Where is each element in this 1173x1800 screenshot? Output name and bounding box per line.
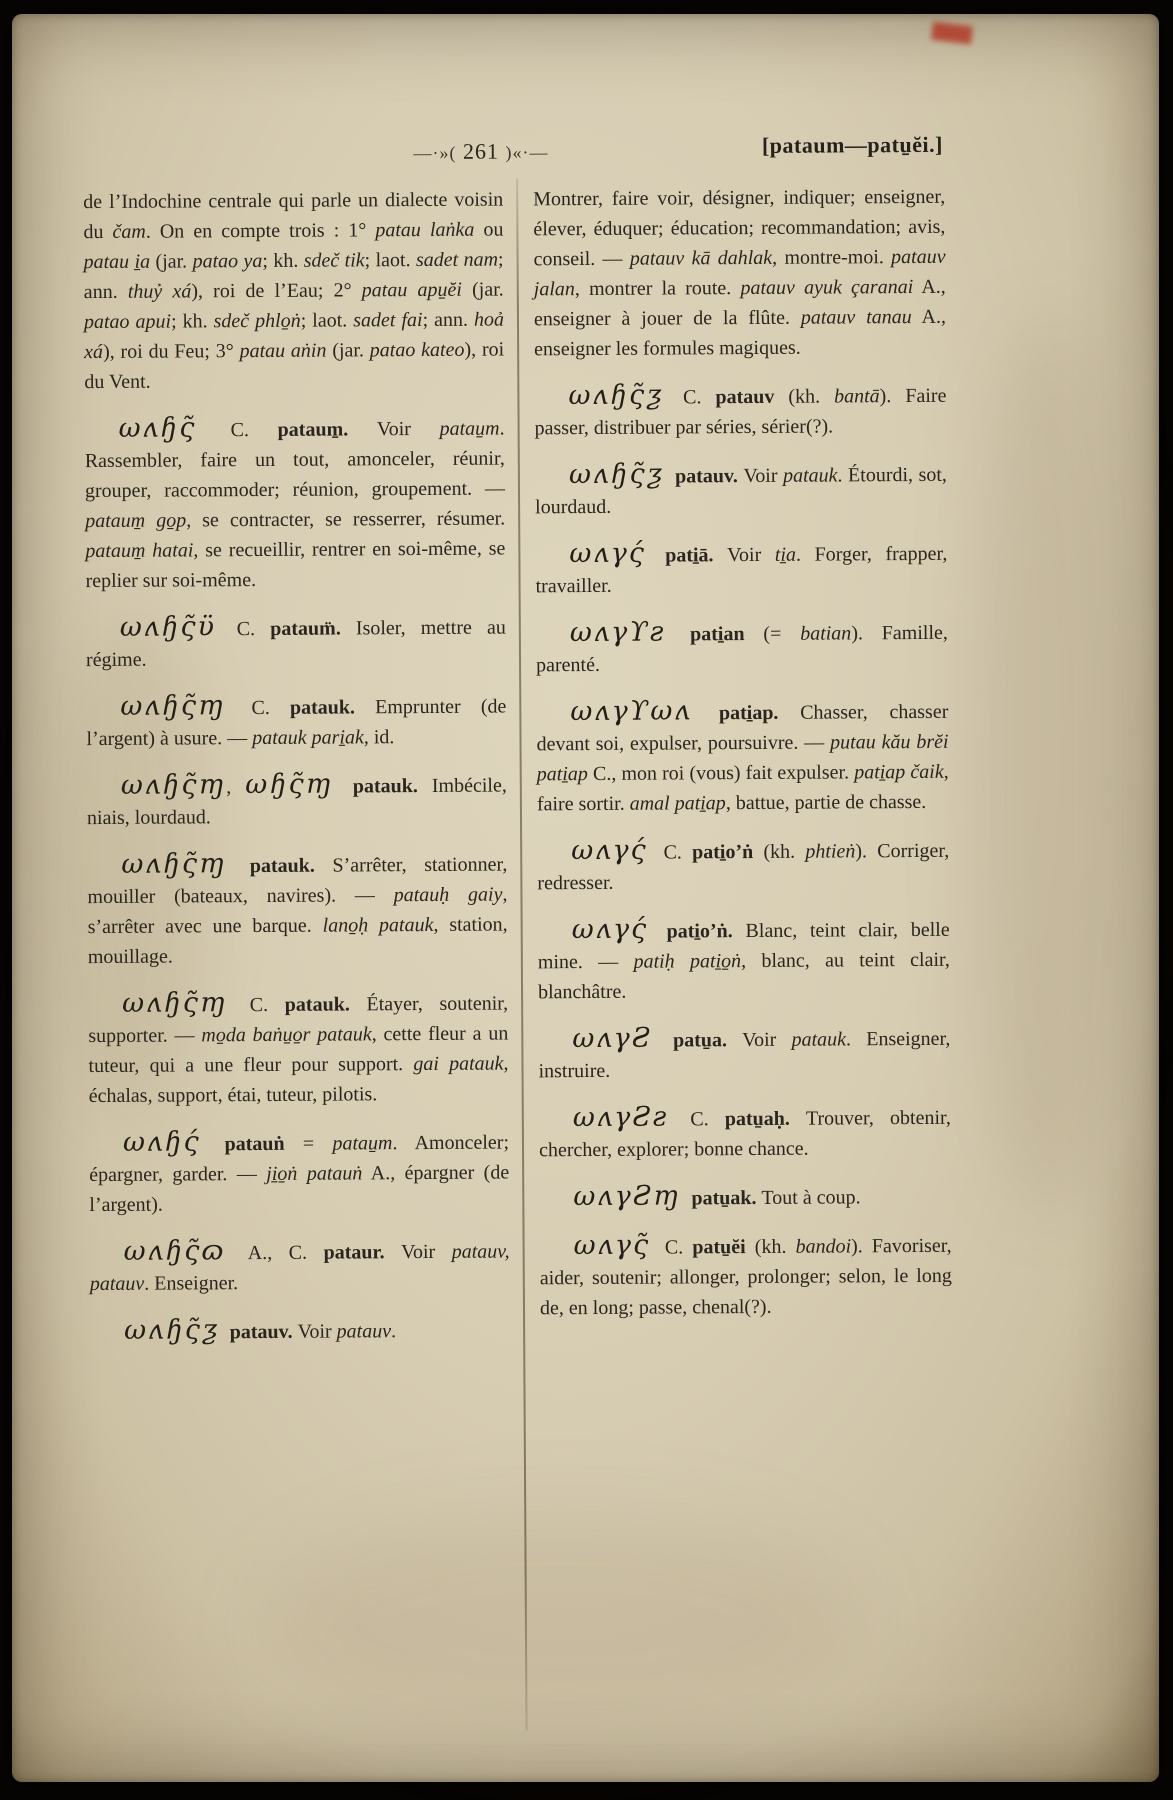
cham-script-glyphs: ωʌγς́ [569, 537, 666, 570]
italic-term: bandoi [795, 1235, 852, 1258]
cham-script-glyphs: ωʌɧς̃ɱ [121, 848, 250, 880]
definition-text: Tout à coup. [761, 1186, 861, 1209]
paragraph [83, 185, 504, 398]
italic-term: patau aṅin [239, 339, 327, 363]
definition-text: . Enseigner. [144, 1272, 239, 1295]
italic-term: patau̱m [439, 417, 500, 440]
definition-text: ; kh. [262, 249, 304, 272]
definition-text: C. [251, 696, 290, 720]
italic-term: sadet fai [353, 309, 423, 332]
italic-term: patao ya [192, 249, 263, 273]
italic-term: patau i̱a [83, 250, 151, 274]
cham-script-glyphs: ωʌγϒωʌ [570, 695, 720, 728]
paragraph [533, 182, 946, 365]
definition-text: . Étourdi, sot, lourdaud. [535, 463, 947, 519]
definition-text: Trouver, obtenir, chercher, explorer; bonne chance. [538, 1106, 951, 1162]
dictionary-entry [90, 1313, 510, 1348]
dictionary-entry [87, 848, 508, 973]
definition-text: ). Corriger, redresser. [537, 839, 950, 895]
definition-text: , montre-moi. [772, 246, 892, 269]
definition-text: , se contracter, se resserrer, résumer. [186, 507, 506, 532]
italic-term: patao kateo [369, 338, 465, 362]
italic-term: patiḥ pati̱o̱ṅ [633, 950, 742, 973]
italic-term: patauḥ gaiy [393, 883, 503, 907]
definition-text: . [391, 1320, 397, 1343]
dictionary-entry [539, 1180, 951, 1215]
cham-script-glyphs: ωʌγς́ [571, 913, 667, 946]
italic-term: patauv kā dahlak [629, 246, 773, 270]
dictionary-entry [90, 1234, 510, 1299]
definition-text: (jar. [150, 250, 193, 273]
definition-text: ). Favoriser, aider, soutenir; allonger, prolonger; selon, le long de, en long; passe, chenal(?). [539, 1234, 952, 1320]
definition-text: Isoler, mettre au régime. [85, 616, 506, 672]
headword: patu̱ĕi [692, 1235, 755, 1259]
definition-text: . Forger, frapper, travailler. [535, 542, 948, 598]
cham-script-glyphs: ωʌɧς̃ϋ [119, 611, 237, 643]
definition-text: Voir [743, 464, 784, 488]
cham-script-glyphs: ωʌɧς̃ [118, 412, 231, 444]
dictionary-entry [536, 616, 948, 681]
italic-term: putau kău brĕi pati̱ap [536, 730, 949, 786]
italic-term: amal pati̱ap [629, 792, 726, 815]
definition-text: A., C. [247, 1241, 324, 1265]
dictionary-entry [86, 611, 506, 676]
headword: patu̱a. [673, 1029, 743, 1052]
italic-term: pataum̱ go̱p [85, 509, 187, 533]
definition-text: Imbécile, niais, lourdaud. [86, 774, 507, 830]
definition-text: (jar. [461, 278, 504, 301]
headword: patauk. [352, 774, 432, 798]
headword: pati̱o’ṅ. [666, 920, 746, 943]
dictionary-entry [85, 412, 506, 597]
italic-term: thuỷ xá [127, 280, 192, 303]
definition-text: Montrer, faire voir, désigner, indiquer; enseigner, élever, éduquer; éducation; recommandation; avis, conseil. — [533, 185, 946, 271]
running-head: [pataum—patu̱ĕi.] [761, 131, 943, 158]
definition-text: ), roi du Feu; 3° [102, 340, 240, 363]
definition-text: Emprunter (de l’argent) à usure. — [86, 695, 507, 751]
headword: pataur. [323, 1241, 402, 1264]
definition-text: Étayer, soutenir, supporter. — [88, 992, 509, 1048]
italic-term: pataum̱ hatai [85, 539, 194, 563]
definition-text: , id. [363, 726, 395, 749]
definition-text: ; ann. [422, 308, 475, 332]
page-number-value: 261 [462, 138, 499, 164]
cham-script-glyphs: ωʌγƧƨ [572, 1101, 691, 1134]
definition-text: , station, mouillage. [87, 913, 508, 969]
cham-script-glyphs: ωʌɧς́ [122, 1126, 225, 1158]
definition-text: = [302, 1132, 333, 1155]
definition-text: C., mon roi (vous) fait expulser. [587, 761, 855, 786]
dictionary-entry [539, 1101, 951, 1166]
definition-text: ). Famille, parenté. [535, 621, 948, 677]
italic-term: patau̱m [332, 1132, 393, 1155]
cham-script-glyphs: ωʌγϒƨ [569, 616, 691, 649]
cham-script-glyphs: ωʌɧς̃ɱ [120, 690, 252, 722]
definition-text: Voir [401, 1240, 452, 1264]
italic-term: sadet nam [415, 248, 499, 272]
ornament-left: —·»( [413, 142, 457, 164]
italic-term: pati̱ap čaik [854, 760, 944, 784]
definition-text: C. [690, 1108, 725, 1131]
paper-stain [972, 314, 1122, 1214]
definition-text: , blanc, au teint clair, blanchâtre. [537, 948, 950, 1004]
dictionary-entry [88, 986, 509, 1111]
ornament-right: )«·— [505, 142, 549, 163]
definition-text: (= [763, 622, 801, 645]
definition-text: de l’Indochine centrale qui parle un dialecte voisin du [83, 188, 504, 244]
italic-term: hoả xá [84, 308, 505, 364]
italic-term: batian [800, 622, 852, 645]
dictionary-entry [89, 1125, 510, 1220]
headword: pati̱ā. [665, 544, 728, 567]
cham-script-glyphs: ωʌγƧɱ [573, 1180, 692, 1213]
italic-term: patauk pari̱ak [252, 726, 364, 750]
definition-text: ; laot. [300, 309, 354, 332]
dictionary-entry [535, 458, 947, 523]
italic-term: patauk [782, 464, 838, 487]
headword: patauv. [675, 465, 744, 488]
definition-text: (kh. [788, 385, 835, 408]
definition-text: , s’arrêter avec une barque. [87, 883, 508, 939]
definition-text: (kh. [754, 1235, 796, 1258]
definition-text: ). Faire passer, distribuer par séries, sérier(?). [534, 384, 947, 440]
italic-term: ji̱o̱ṅ patauṅ [266, 1162, 363, 1185]
dictionary-entry [86, 690, 506, 755]
italic-term: sdeč tik [303, 249, 365, 272]
definition-text: C. [664, 1236, 693, 1259]
headword: patauv. [229, 1320, 298, 1344]
definition-text: Voir [727, 543, 775, 567]
definition-text: C. [683, 386, 716, 409]
italic-term: patau apu̱ĕi [361, 278, 463, 302]
paper-stain [262, 1514, 862, 1734]
italic-term: čam [112, 220, 146, 243]
definition-text: A., enseigner à jouer de la flûte. [533, 275, 946, 331]
definition-text: S’arrêter, stationner, mouiller (bateaux, navires). — [87, 853, 508, 909]
definition-text: (jar. [326, 339, 370, 362]
italic-term: patauv [336, 1320, 392, 1343]
definition-text: C. [249, 993, 285, 1017]
italic-term: phtieṅ [805, 840, 856, 863]
italic-term: patauv ayuk çaranai [740, 276, 914, 300]
dictionary-entry [540, 1229, 953, 1324]
dictionary-entry [536, 695, 949, 820]
definition-text: . On en compte trois : 1° [145, 219, 376, 243]
dictionary-entry [535, 537, 947, 602]
definition-text: , cette fleur a un tuteur, qui a une fleur pour support. [88, 1022, 509, 1078]
dictionary-entry [534, 379, 946, 444]
cham-script-glyphs: ωʌɧς̃ƺ [568, 458, 676, 491]
cham-script-glyphs: ωʌγς̃ [573, 1229, 665, 1262]
definition-text: Blanc, teint clair, belle mine. — [537, 918, 950, 974]
definition-text: ; laot. [364, 249, 417, 272]
definition-text: Voir [376, 417, 440, 441]
headword: pataum̈. [270, 617, 356, 640]
headword: patauk. [284, 993, 367, 1016]
italic-term: patauv jalan [533, 245, 946, 301]
dictionary-entry [538, 913, 951, 1008]
headword: patauṅ [224, 1132, 303, 1156]
headword: pataum̱. [277, 418, 377, 441]
italic-term: patauv, patauv [89, 1240, 510, 1296]
definition-text: Voir [297, 1320, 337, 1343]
headword: patauk. [249, 854, 333, 878]
italic-term: mo̱da baṅu̱o̱r patauk [201, 1023, 372, 1047]
italic-term: sdeč phlo̱ṅ [213, 309, 301, 333]
definition-text: . Amonceler; épargner, garder. — [89, 1131, 510, 1187]
definition-text: , se recueillir, rentrer en soi-même, se replier sur soi-même. [85, 537, 506, 593]
definition-text: ; kh. [170, 310, 214, 333]
definition-text: ; ann. [83, 248, 504, 304]
definition-text: Voir [742, 1028, 792, 1052]
definition-text: , montrer la route. [574, 277, 741, 301]
definition-text: A., épargner (de l’argent). [89, 1161, 510, 1217]
cham-script-glyphs: ωʌɧς̃ɱ [120, 769, 227, 801]
headword: pati̱an [690, 622, 764, 646]
headword: patauv [715, 385, 789, 409]
definition-text: ), roi du Vent. [84, 338, 505, 394]
italic-term: patau laṅka [375, 218, 475, 242]
definition-text: (kh. [763, 840, 806, 863]
definition-text: . Enseigner, instruire. [538, 1027, 951, 1083]
italic-term: patauv tanau [800, 306, 912, 329]
cham-script-glyphs: ωɧς̃ɱ [245, 768, 353, 801]
italic-term: ti̱a [774, 543, 797, 566]
cham-script-glyphs: ωʌɧς̃ƺ [124, 1314, 230, 1346]
cham-script-glyphs: ωʌɧς̃ɱ [122, 987, 250, 1019]
dictionary-entry [87, 769, 507, 834]
definition-text: , [226, 776, 246, 799]
italic-term: bantā [834, 385, 880, 408]
headword: patauk. [289, 696, 376, 719]
definition-text: , battue, partie de chasse. [725, 790, 927, 815]
definition-text: A., enseigner les formules magiques. [534, 305, 947, 361]
definition-text: C. [230, 418, 278, 442]
cham-script-glyphs: ωʌɧς̃ɷ [123, 1235, 248, 1267]
italic-term: patauk [791, 1028, 847, 1051]
italic-term: lano̱ḥ patauk [322, 913, 434, 937]
cham-script-glyphs: ωʌγς́ [571, 834, 664, 867]
definition-text: C. [663, 841, 693, 864]
headword: pati̱ap. [718, 701, 801, 725]
headword: pati̱o’ṅ [692, 840, 764, 864]
left-column [83, 185, 510, 1349]
italic-term: patao apui [83, 310, 172, 334]
definition-text: , échalas, support, étai, tuteur, pilotis. [88, 1052, 509, 1108]
italic-term: gai patauk [413, 1052, 504, 1076]
definition-text: Chasser, chasser devant soi, expulser, poursuivre. — [536, 700, 949, 756]
definition-text: C. [236, 617, 271, 641]
right-column [533, 182, 952, 1323]
dictionary-entry [538, 1022, 950, 1087]
cham-script-glyphs: ωʌγƧ [572, 1022, 674, 1055]
definition-text: . Rassembler, faire un tout, amonceler, réunir, grouper, raccommoder; réunion, groupement. — [84, 417, 506, 503]
headword: patu̱aḥ. [724, 1107, 807, 1131]
definition-text: , faire sortir. [536, 760, 949, 816]
dictionary-entry [537, 834, 949, 899]
page-number [291, 137, 671, 165]
definition-text: ou [474, 218, 504, 241]
headword: patu̱ak. [691, 1186, 762, 1210]
definition-text: ), roi de l’Eau; 2° [191, 279, 362, 303]
cham-script-glyphs: ωʌɧς̃ƺ [568, 379, 684, 412]
